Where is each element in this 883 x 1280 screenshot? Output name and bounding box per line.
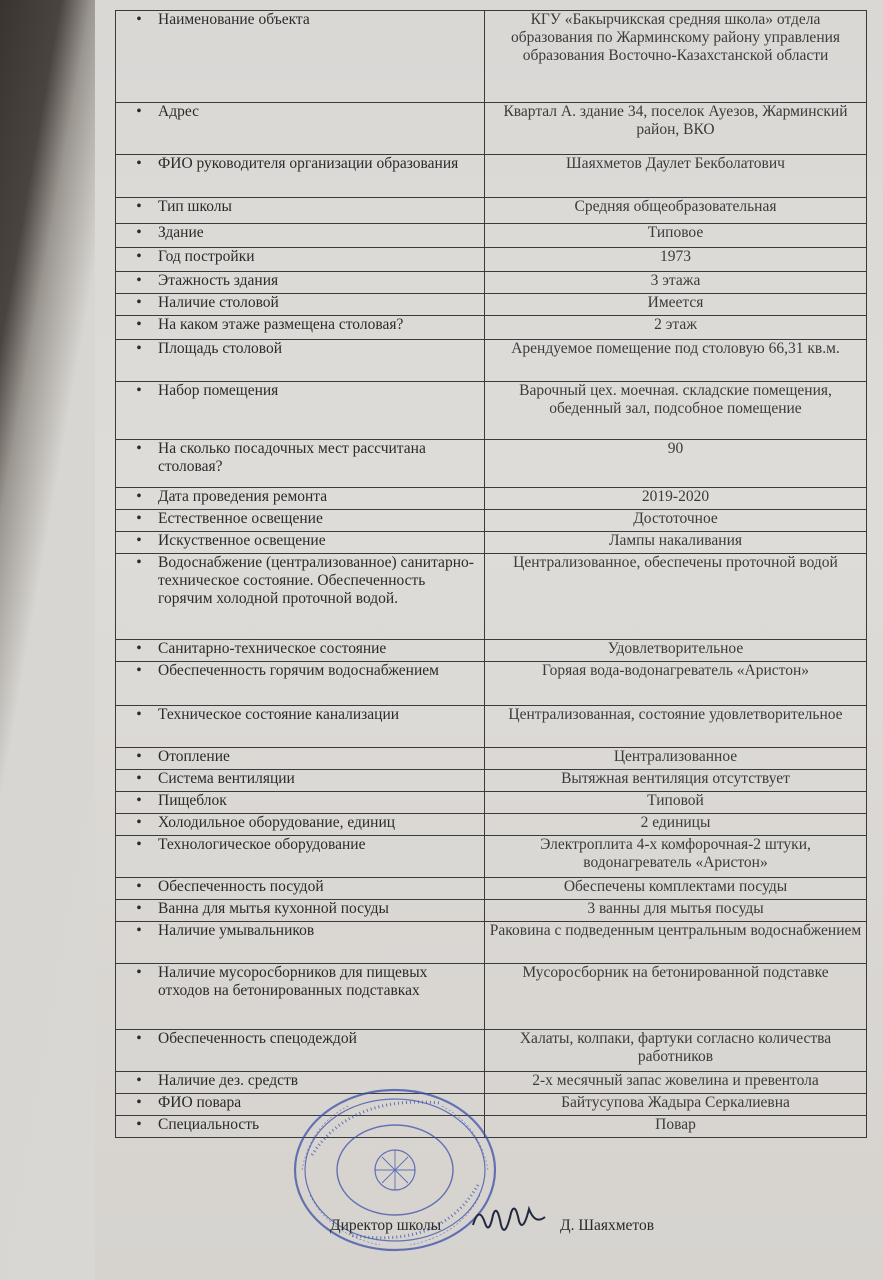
table-row — [116, 316, 867, 340]
bullet-icon: • — [136, 294, 142, 311]
table-row — [116, 964, 867, 1030]
row-value: 2019-2020 — [485, 488, 867, 510]
row-value: 3 ванны для мытья посуды — [485, 900, 867, 922]
row-value: Обеспечены комплектами посуды — [485, 878, 867, 900]
row-label-cell — [116, 900, 485, 922]
bullet-icon: • — [136, 1072, 142, 1089]
row-label-cell — [116, 878, 485, 900]
table-row — [116, 340, 867, 382]
bullet-icon: • — [136, 1116, 142, 1133]
row-value: 90 — [485, 440, 867, 488]
row-value: 2 этаж — [485, 316, 867, 340]
row-value: Централизованное, обеспечены проточной водой — [485, 554, 867, 640]
bullet-icon: • — [136, 103, 142, 120]
table-row — [116, 640, 867, 662]
table-row — [116, 1030, 867, 1072]
bullet-icon: • — [136, 814, 142, 831]
row-value: Горяая вода-водонагреватель «Аристон» — [485, 662, 867, 706]
row-label-cell — [116, 155, 485, 198]
table-row — [116, 198, 867, 224]
bullet-icon: • — [136, 440, 142, 457]
table-row — [116, 248, 867, 272]
row-value: Мусоросборник на бетонированной подставке — [485, 964, 867, 1030]
row-value: Имеется — [485, 294, 867, 316]
row-label: Тип школы — [158, 198, 232, 215]
table-row — [116, 922, 867, 964]
table-row — [116, 11, 867, 103]
bullet-icon: • — [136, 382, 142, 399]
row-label: Водоснабжение (централизованное) санитарно-техническое состояние. Обеспеченность горячим холодной проточной водой. — [158, 554, 474, 607]
row-label: Санитарно-техническое состояние — [158, 640, 387, 657]
row-label-cell — [116, 488, 485, 510]
signer-title: Директор школы — [330, 1217, 442, 1234]
table-row — [116, 103, 867, 155]
row-label-cell — [116, 554, 485, 640]
row-label: Техническое состояние канализации — [158, 706, 400, 723]
row-value: Централизованное — [485, 748, 867, 770]
row-value: Варочный цех. моечная. складские помещения, обеденный зал, подсобное помещение — [485, 382, 867, 440]
row-value: 3 этажа — [485, 272, 867, 294]
row-label: Наличие дез. средств — [158, 1072, 299, 1089]
table-row — [116, 272, 867, 294]
row-label: Обеспеченность горячим водоснабжением — [158, 662, 439, 679]
bullet-icon: • — [136, 836, 142, 853]
table-row — [116, 294, 867, 316]
row-label-cell — [116, 294, 485, 316]
row-label-cell — [116, 510, 485, 532]
bullet-icon: • — [136, 340, 142, 357]
table-row — [116, 155, 867, 198]
bullet-icon: • — [136, 510, 142, 527]
table-row — [116, 878, 867, 900]
row-label: Система вентиляции — [158, 770, 295, 787]
row-label-cell — [116, 748, 485, 770]
row-label-cell — [116, 382, 485, 440]
bullet-icon: • — [136, 640, 142, 657]
bullet-icon: • — [136, 272, 142, 289]
row-value: Удовлетворительное — [485, 640, 867, 662]
row-value: Арендуемое помещение под столовую 66,31 кв.м. — [485, 340, 867, 382]
row-value: Электроплита 4-х комфорочная-2 штуки, водонагреватель «Аристон» — [485, 836, 867, 878]
table-row — [116, 706, 867, 748]
row-label-cell — [116, 248, 485, 272]
table-row — [116, 900, 867, 922]
table-row — [116, 770, 867, 792]
row-label-cell — [116, 11, 485, 103]
row-value: Лампы накаливания — [485, 532, 867, 554]
row-value: Квартал А. здание 34, поселок Ауезов, Жарминский район, ВКО — [485, 103, 867, 155]
table-row — [116, 554, 867, 640]
row-value: 2 единицы — [485, 814, 867, 836]
row-label-cell — [116, 706, 485, 748]
row-label: Специальность — [158, 1116, 260, 1133]
bullet-icon: • — [136, 198, 142, 215]
row-label: Пищеблок — [158, 792, 227, 809]
row-value: Достоточное — [485, 510, 867, 532]
row-label-cell — [116, 198, 485, 224]
row-label: Адрес — [158, 103, 199, 120]
row-label-cell — [116, 662, 485, 706]
bullet-icon: • — [136, 11, 142, 28]
table-row — [116, 224, 867, 248]
bullet-icon: • — [136, 554, 142, 571]
row-label-cell — [116, 1030, 485, 1072]
table-row — [116, 662, 867, 706]
bullet-icon: • — [136, 1094, 142, 1111]
row-value: 1973 — [485, 248, 867, 272]
row-label-cell — [116, 770, 485, 792]
signature-icon — [465, 1195, 555, 1245]
row-value: Вытяжная вентиляция отсутствует — [485, 770, 867, 792]
row-value: Повар — [485, 1116, 867, 1138]
row-label: Обеспеченность посудой — [158, 878, 324, 895]
bullet-icon: • — [136, 488, 142, 505]
row-label: Наименование объекта — [158, 11, 310, 28]
row-value: КГУ «Бакырчикская средняя школа» отдела образования по Жарминскому району управления образования Восточно-Казахстанской области — [485, 11, 867, 103]
bullet-icon: • — [136, 964, 142, 981]
row-label: Обеспеченность спецодеждой — [158, 1030, 357, 1047]
row-value: Халаты, колпаки, фартуки согласно количества работников — [485, 1030, 867, 1072]
row-label: Наличие мусоросборников для пищевых отходов на бетонированных подставках — [158, 964, 428, 999]
row-label-cell — [116, 316, 485, 340]
row-label: Этажность здания — [158, 272, 279, 289]
row-label: Наличие столовой — [158, 294, 279, 311]
row-label-cell — [116, 814, 485, 836]
table-row — [116, 836, 867, 878]
row-value: Байтусупова Жадыра Серкалиевна — [485, 1094, 867, 1116]
bullet-icon: • — [136, 706, 142, 723]
bullet-icon: • — [136, 155, 142, 172]
row-label: На каком этаже размещена столовая? — [158, 316, 404, 333]
row-label: Год постройки — [158, 248, 255, 265]
table-row — [116, 382, 867, 440]
row-label-cell — [116, 964, 485, 1030]
row-label-cell — [116, 532, 485, 554]
bullet-icon: • — [136, 532, 142, 549]
table-row — [116, 510, 867, 532]
row-label-cell — [116, 272, 485, 294]
row-label: Ванна для мытья кухонной посуды — [158, 900, 389, 917]
row-value: Типовой — [485, 792, 867, 814]
table-row — [116, 532, 867, 554]
bullet-icon: • — [136, 900, 142, 917]
row-value: Шаяхметов Даулет Бекболатович — [485, 155, 867, 198]
row-label: Здание — [158, 224, 204, 241]
row-label: Технологическое оборудование — [158, 836, 366, 853]
row-label: Площадь столовой — [158, 340, 283, 357]
row-label-cell — [116, 922, 485, 964]
bullet-icon: • — [136, 770, 142, 787]
bullet-icon: • — [136, 662, 142, 679]
row-label-cell — [116, 792, 485, 814]
bullet-icon: • — [136, 1030, 142, 1047]
row-value: Типовое — [485, 224, 867, 248]
table-row — [116, 440, 867, 488]
table-row — [116, 748, 867, 770]
row-label-cell — [116, 440, 485, 488]
row-value: Средняя общеобразовательная — [485, 198, 867, 224]
row-value: 2-х месячный запас жовелина и превентола — [485, 1072, 867, 1094]
bullet-icon: • — [136, 224, 142, 241]
row-label: Отопление — [158, 748, 230, 765]
row-label: Естественное освещение — [158, 510, 323, 527]
row-label: ФИО руководителя организации образования — [158, 155, 459, 172]
bullet-icon: • — [136, 248, 142, 265]
row-label: Холодильное оборудование, единиц — [158, 814, 396, 831]
school-info-table — [115, 10, 867, 1138]
row-label-cell — [116, 340, 485, 382]
row-label: ФИО повара — [158, 1094, 242, 1111]
bullet-icon: • — [136, 878, 142, 895]
bullet-icon: • — [136, 792, 142, 809]
row-label-cell — [116, 103, 485, 155]
table-row — [116, 488, 867, 510]
row-label: Набор помещения — [158, 382, 279, 399]
row-label-cell — [116, 224, 485, 248]
row-label: Искуственное освещение — [158, 532, 326, 549]
row-label: На сколько посадочных мест рассчитана столовая? — [158, 440, 426, 475]
bullet-icon: • — [136, 922, 142, 939]
signer-name: Д. Шаяхметов — [560, 1217, 655, 1234]
bullet-icon: • — [136, 748, 142, 765]
row-label: Дата проведения ремонта — [158, 488, 328, 505]
table-row — [116, 814, 867, 836]
row-label-cell — [116, 836, 485, 878]
row-value: Раковина с подведенным центральным водоснабжением — [485, 922, 867, 964]
table-row — [116, 792, 867, 814]
row-label-cell — [116, 640, 485, 662]
row-value: Централизованная, состояние удовлетворительное — [485, 706, 867, 748]
row-label: Наличие умывальников — [158, 922, 315, 939]
bullet-icon: • — [136, 316, 142, 333]
